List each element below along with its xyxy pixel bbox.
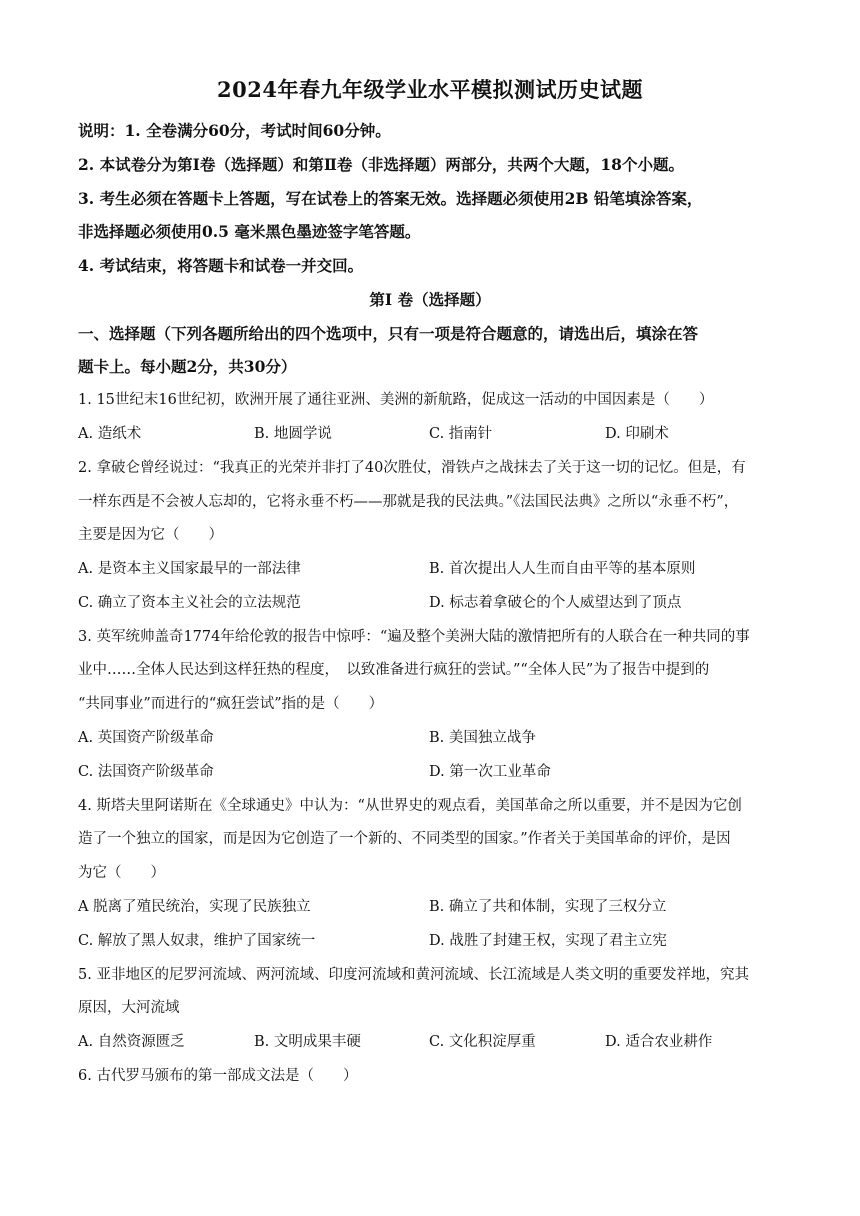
question-5-stem: 5. 亚非地区的尼罗河流域、两河流域、印度河流域和黄河流域、长江流域是人类文明的重要发祥地，究其 [78, 967, 749, 983]
q5-option-a: A. 自然资源匮乏 [78, 1034, 185, 1050]
q5-option-b: B. 文明成果丰硬 [254, 1034, 361, 1050]
q4-option-c: C. 解放了黑人奴隶，维护了国家统一 [78, 933, 316, 949]
q5-option-d: D. 适合农业耕作 [605, 1034, 713, 1050]
question-1-stem: 1. 15世纪末16世纪初，欧洲开展了通往亚洲、美洲的新航路，促成这一活动的中国因素是（ ） [78, 392, 714, 408]
q2-option-c: C. 确立了资本主义社会的立法规范 [78, 595, 301, 611]
question-3-stem: 3. 英军统帅盖奇1774年给伦敦的报告中惊呼：“遍及整个美洲大陆的激情把所有的人联合在一种共同的事 [78, 629, 750, 645]
question-4-stem: 为它（ ） [78, 865, 165, 881]
question-2-stem: 一样东西是不会被人忘却的，它将永垂不朽——那就是我的民法典。”《法国民法典》之所以“永垂不朽”， [78, 494, 739, 510]
q5-option-c: C. 文化积淀厚重 [429, 1034, 536, 1050]
q3-option-d: D. 第一次工业革命 [429, 764, 551, 780]
q3-option-b: B. 美国独立战争 [429, 730, 536, 746]
question-4-stem: 造了一个独立的国家，而是因为它创造了一个新的、不同类型的国家。”作者关于美国革命的评价，是因 [78, 831, 731, 847]
q1-option-a: A. 造纸术 [78, 426, 142, 442]
instruction-line: 2. 本试卷分为第Ⅰ卷（选择题）和第Ⅱ卷（非选择题）两部分，共两个大题，18个小题。 [78, 155, 684, 174]
question-5-stem: 原因，大河流域 [78, 1000, 180, 1016]
q3-option-c: C. 法国资产阶级革命 [78, 764, 214, 780]
question-2-stem: 主要是因为它（ ） [78, 527, 223, 543]
section-header: 题卡上。每小题2分，共30分） [78, 357, 297, 376]
q3-option-a: A. 英国资产阶级革命 [78, 730, 214, 746]
q2-option-a: A. 是资本主义国家最早的一部法律 [78, 561, 301, 577]
instruction-line: 说明：1. 全卷满分60分，考试时间60分钟。 [78, 121, 391, 140]
q4-option-a: A 脱离了殖民统治，实现了民族独立 [78, 899, 311, 915]
q1-option-d: D. 印刷术 [605, 426, 669, 442]
q1-option-b: B. 地圆学说 [254, 426, 332, 442]
instruction-line: 4. 考试结束，将答题卡和试卷一并交回。 [78, 256, 364, 275]
question-4-stem: 4. 斯塔夫里阿诺斯在《全球通史》中认为：“从世界史的观点看，美国革命之所以重要，并不是因为它创 [78, 798, 742, 814]
instruction-line: 非选择题必须使用0.5 毫米黑色墨迹签字笔答题。 [78, 222, 421, 241]
q4-option-b: B. 确立了共和体制，实现了三权分立 [429, 899, 667, 915]
question-2-stem: 2. 拿破仑曾经说过：“我真正的光荣并非打了40次胜仗，滑铁卢之战抹去了关于这一切的记忆。但是，有 [78, 460, 746, 476]
q4-option-d: D. 战胜了封建王权，实现了君主立宪 [429, 933, 667, 949]
exam-title: 2024年春九年级学业水平模拟测试历史试题 [217, 77, 643, 102]
q2-option-b: B. 首次提出人人生而自由平等的基本原则 [429, 561, 696, 577]
question-3-stem: 业中……全体人民达到这样狂热的程度， 以致准备进行疯狂的尝试。”“全体人民”为了报告中提到的 [78, 662, 710, 678]
question-6-stem: 6. 古代罗马颁布的第一部成文法是（ ） [78, 1068, 358, 1084]
part-title: 第Ⅰ 卷（选择题） [369, 290, 491, 309]
instruction-line: 3. 考生必须在答题卡上答题，写在试卷上的答案无效。选择题必须使用2B 铅笔填涂答案， [78, 189, 703, 208]
q1-option-c: C. 指南针 [429, 426, 493, 442]
section-header: 一、选择题（下列各题所给出的四个选项中，只有一项是符合题意的，请选出后，填涂在答 [78, 324, 699, 343]
question-3-stem: “共同事业”而进行的“疯狂尝试”指的是（ ） [78, 696, 384, 712]
q2-option-d: D. 标志着拿破仑的个人威望达到了顶点 [429, 595, 682, 611]
